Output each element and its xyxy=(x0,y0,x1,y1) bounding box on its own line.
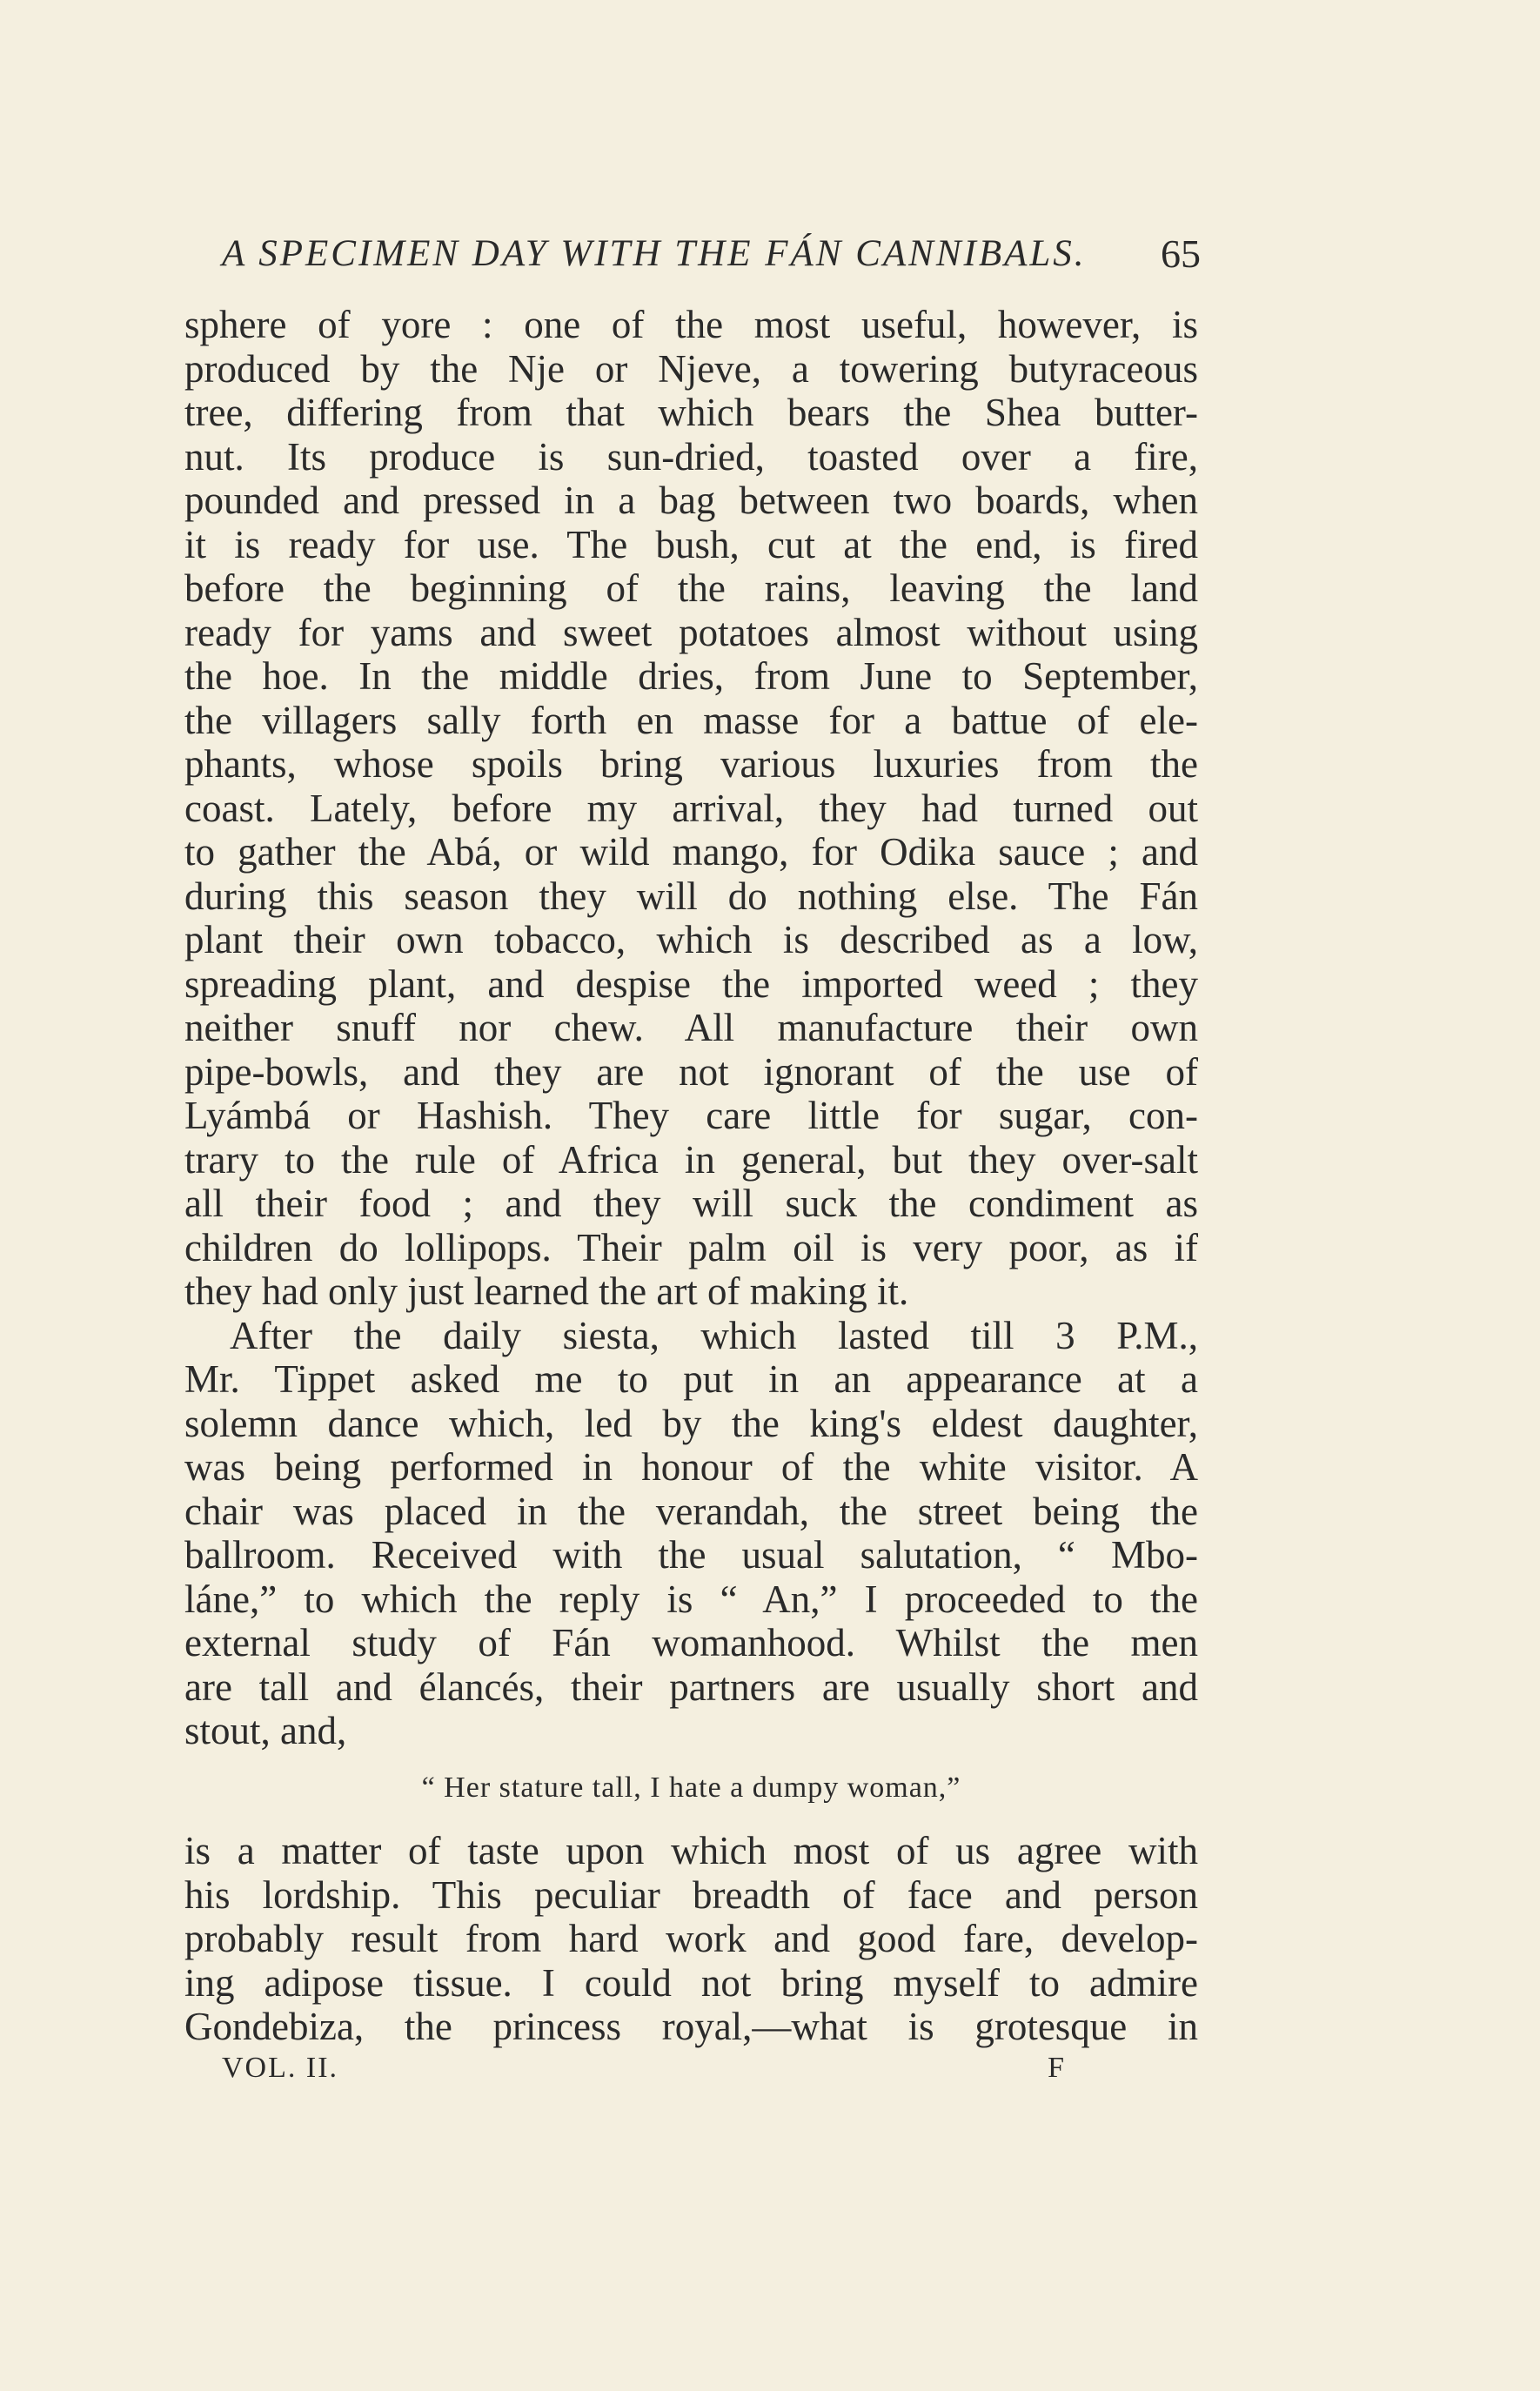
text-line: all their food ; and they will suck the condiment as xyxy=(184,1182,1198,1225)
page-footer xyxy=(222,2046,1066,2090)
text-line: ready for yams and sweet potatoes almost without using xyxy=(184,610,1198,654)
text-line: children do lollipops. Their palm oil is very poor, as if xyxy=(184,1225,1198,1269)
text-line: external study of Fán womanhood. Whilst the men xyxy=(184,1621,1198,1664)
text-line: chair was placed in the verandah, the street being the xyxy=(184,1489,1198,1533)
text-line: the villagers sally forth en masse for a battue of ele- xyxy=(184,698,1198,742)
text-line: to gather the Abá, or wild mango, for Odika sauce ; and xyxy=(184,830,1198,874)
verse-quote: “ Her stature tall, I hate a dumpy woman,” xyxy=(421,1771,961,1804)
text-line: the hoe. In the middle dries, from June to September, xyxy=(184,654,1198,698)
text-line: pounded and pressed in a bag between two boards, when xyxy=(184,479,1198,522)
text-line: was being performed in honour of the white visitor. A xyxy=(184,1445,1198,1489)
text-line: his lordship. This peculiar breadth of face and person xyxy=(184,1872,1198,1917)
text-line: phants, whose spoils bring various luxuries from the xyxy=(184,742,1198,786)
text-line: they had only just learned the art of making it. xyxy=(184,1269,909,1313)
text-line: spreading plant, and despise the imported weed ; they xyxy=(184,961,1198,1006)
running-title: A SPECIMEN DAY WITH THE FÁN CANNIBALS. xyxy=(222,233,1087,274)
body-text-continued xyxy=(184,1829,1198,2049)
text-line: nut. Its produce is sun-dried, toasted over a fire, xyxy=(184,434,1198,479)
signature-mark: F xyxy=(1048,2052,1066,2084)
text-line: produced by the Nje or Njeve, a towering butyraceous xyxy=(184,346,1198,391)
text-line: neither snuff nor chew. All manufacture their own xyxy=(184,1006,1198,1049)
text-line: solemn dance which, led by the king's eldest daughter, xyxy=(184,1401,1198,1445)
text-line: before the beginning of the rains, leaving the land xyxy=(184,566,1198,610)
text-line: ing adipose tissue. I could not bring myself to admire xyxy=(184,1960,1198,2005)
text-line: it is ready for use. The bush, cut at the end, is fired xyxy=(184,522,1198,566)
text-line: is a matter of taste upon which most of us agree with xyxy=(184,1829,1198,1872)
text-line: Gondebiza, the princess royal,—what is grotesque in xyxy=(184,2005,1198,2048)
text-line: After the daily siesta, which lasted till 3 P.M., xyxy=(230,1313,1198,1357)
text-line: trary to the rule of Africa in general, but they over-salt xyxy=(184,1137,1198,1182)
text-line: sphere of yore : one of the most useful, however, is xyxy=(184,303,1198,346)
volume-label: VOL. II. xyxy=(222,2052,339,2084)
text-line: during this season they will do nothing else. The Fán xyxy=(184,874,1198,918)
text-line: Lyámbá or Hashish. They care little for sugar, con- xyxy=(184,1094,1198,1137)
body-text xyxy=(184,303,1198,1753)
text-line: Mr. Tippet asked me to put in an appearance at a xyxy=(184,1357,1198,1401)
text-line: pipe-bowls, and they are not ignorant of the use of xyxy=(184,1049,1198,1094)
text-line: stout, and, xyxy=(184,1709,347,1752)
text-line: tree, differing from that which bears the Shea butter- xyxy=(184,391,1198,434)
text-line: coast. Lately, before my arrival, they had turned out xyxy=(184,786,1198,830)
text-line: probably result from hard work and good fare, develop- xyxy=(184,1917,1198,1960)
text-line: láne,” to which the reply is “ An,” I proceeded to the xyxy=(184,1577,1198,1621)
text-line: are tall and élancés, their partners are usually short and xyxy=(184,1664,1198,1709)
text-line: plant their own tobacco, which is described as a low, xyxy=(184,918,1198,961)
text-line: ballroom. Received with the usual salutation, “ Mbo- xyxy=(184,1533,1198,1577)
page-number: 65 xyxy=(1161,231,1201,276)
running-head xyxy=(222,228,1201,280)
